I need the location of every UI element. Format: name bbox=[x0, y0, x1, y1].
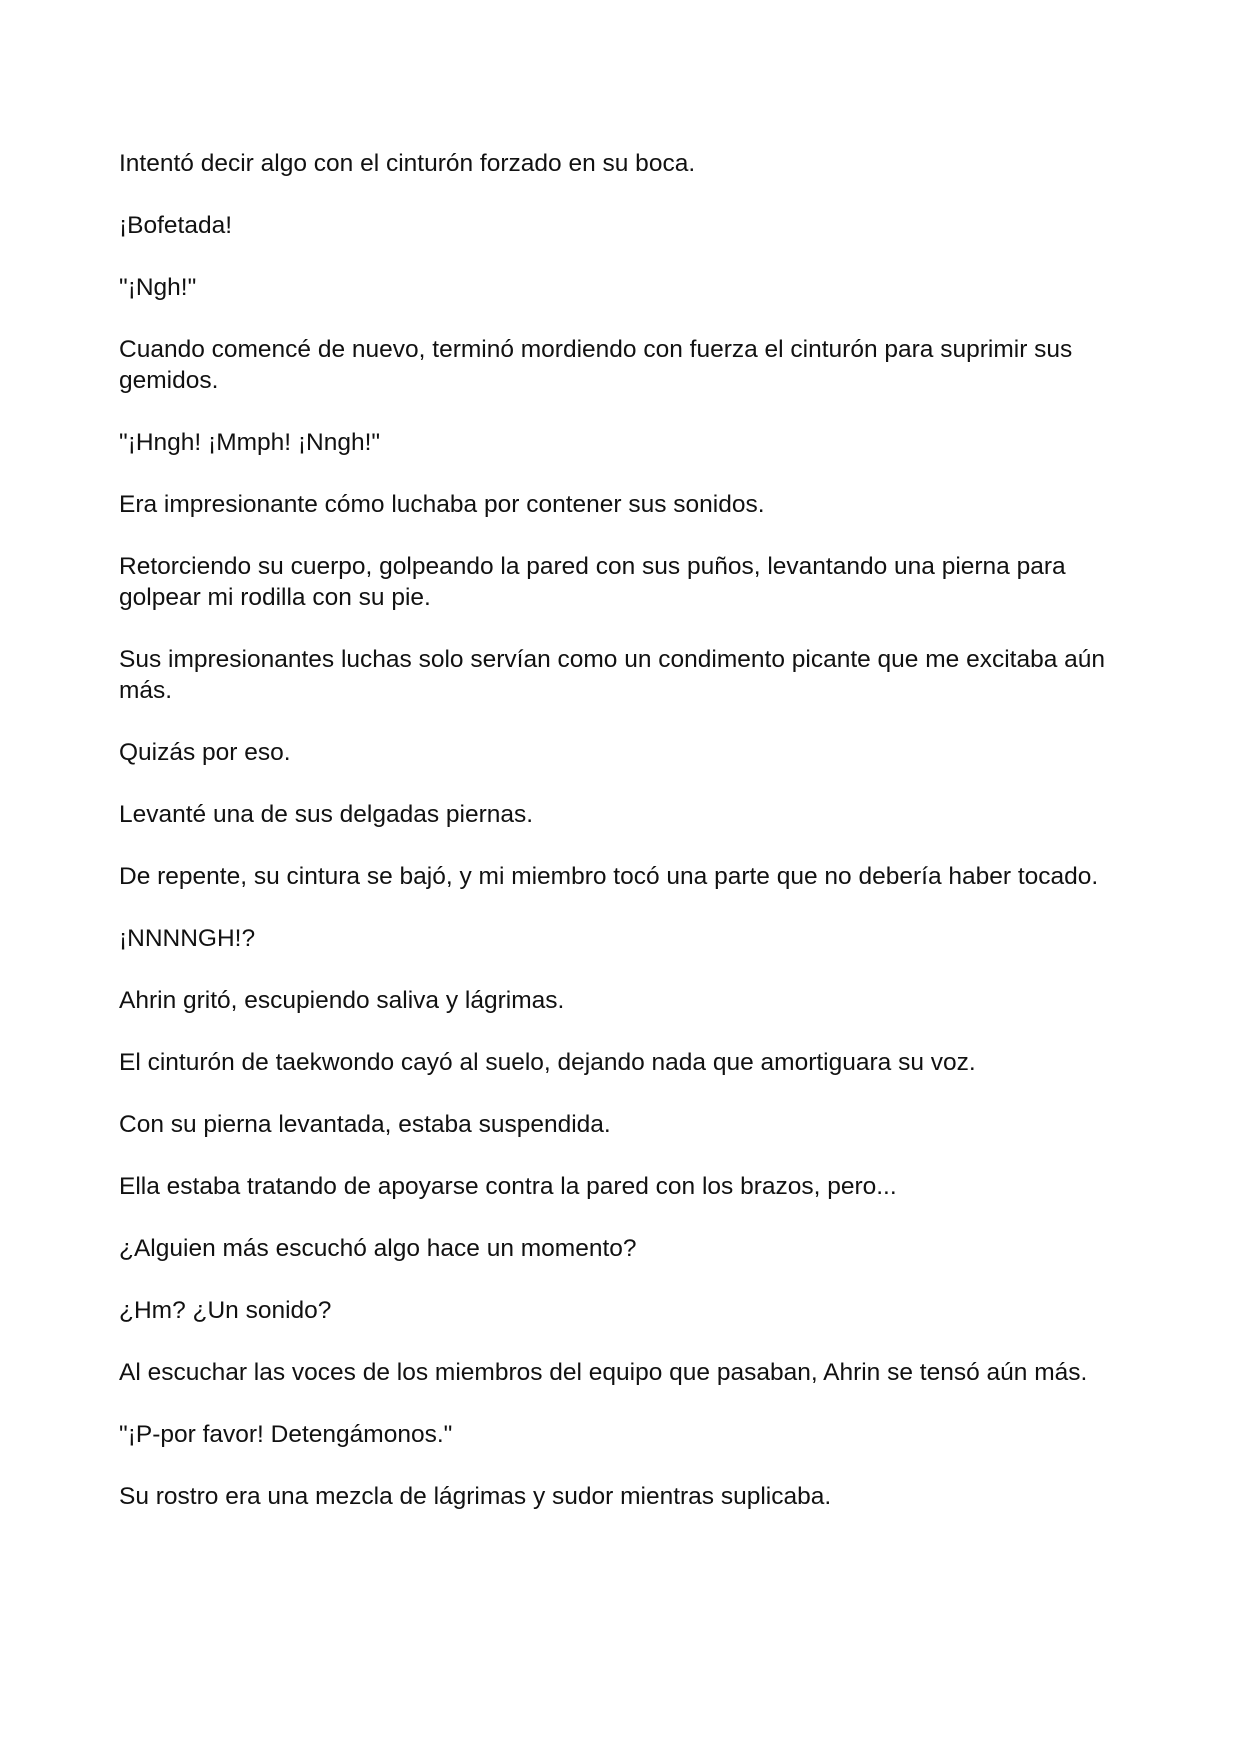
paragraph: ¡NNNNGH!? bbox=[119, 925, 256, 952]
paragraph: Ella estaba tratando de apoyarse contra la pared con los brazos, pero... bbox=[119, 1173, 897, 1200]
paragraph: Su rostro era una mezcla de lágrimas y sudor mientras suplicaba. bbox=[119, 1483, 832, 1510]
paragraph: ¡Bofetada! bbox=[119, 212, 233, 239]
document-body bbox=[119, 148, 1129, 1543]
paragraph: ¿Hm? ¿Un sonido? bbox=[119, 1297, 332, 1324]
paragraph: "¡Hngh! ¡Mmph! ¡Nngh!" bbox=[119, 429, 381, 456]
paragraph: Retorciendo su cuerpo, golpeando la pared con sus puños, levantando una pierna para golpear mi rodilla con su pie. bbox=[119, 553, 1066, 611]
paragraph: Quizás por eso. bbox=[119, 739, 291, 766]
paragraph: Al escuchar las voces de los miembros del equipo que pasaban, Ahrin se tensó aún más. bbox=[119, 1359, 1088, 1386]
paragraph: Levanté una de sus delgadas piernas. bbox=[119, 801, 534, 828]
paragraph: Intentó decir algo con el cinturón forzado en su boca. bbox=[119, 150, 696, 177]
paragraph: Era impresionante cómo luchaba por contener sus sonidos. bbox=[119, 491, 765, 518]
paragraph: "¡Ngh!" bbox=[119, 274, 197, 301]
paragraph: "¡P-por favor! Detengámonos." bbox=[119, 1421, 453, 1448]
paragraph: El cinturón de taekwondo cayó al suelo, dejando nada que amortiguara su voz. bbox=[119, 1049, 976, 1076]
paragraph: Cuando comencé de nuevo, terminó mordiendo con fuerza el cinturón para suprimir sus gemidos. bbox=[119, 336, 1073, 394]
paragraph: De repente, su cintura se bajó, y mi miembro tocó una parte que no debería haber tocado. bbox=[119, 863, 1099, 890]
paragraph: Sus impresionantes luchas solo servían como un condimento picante que me excitaba aún más. bbox=[119, 646, 1106, 704]
paragraph: Con su pierna levantada, estaba suspendida. bbox=[119, 1111, 611, 1138]
paragraph: ¿Alguien más escuchó algo hace un momento? bbox=[119, 1235, 637, 1262]
paragraph: Ahrin gritó, escupiendo saliva y lágrimas. bbox=[119, 987, 565, 1014]
